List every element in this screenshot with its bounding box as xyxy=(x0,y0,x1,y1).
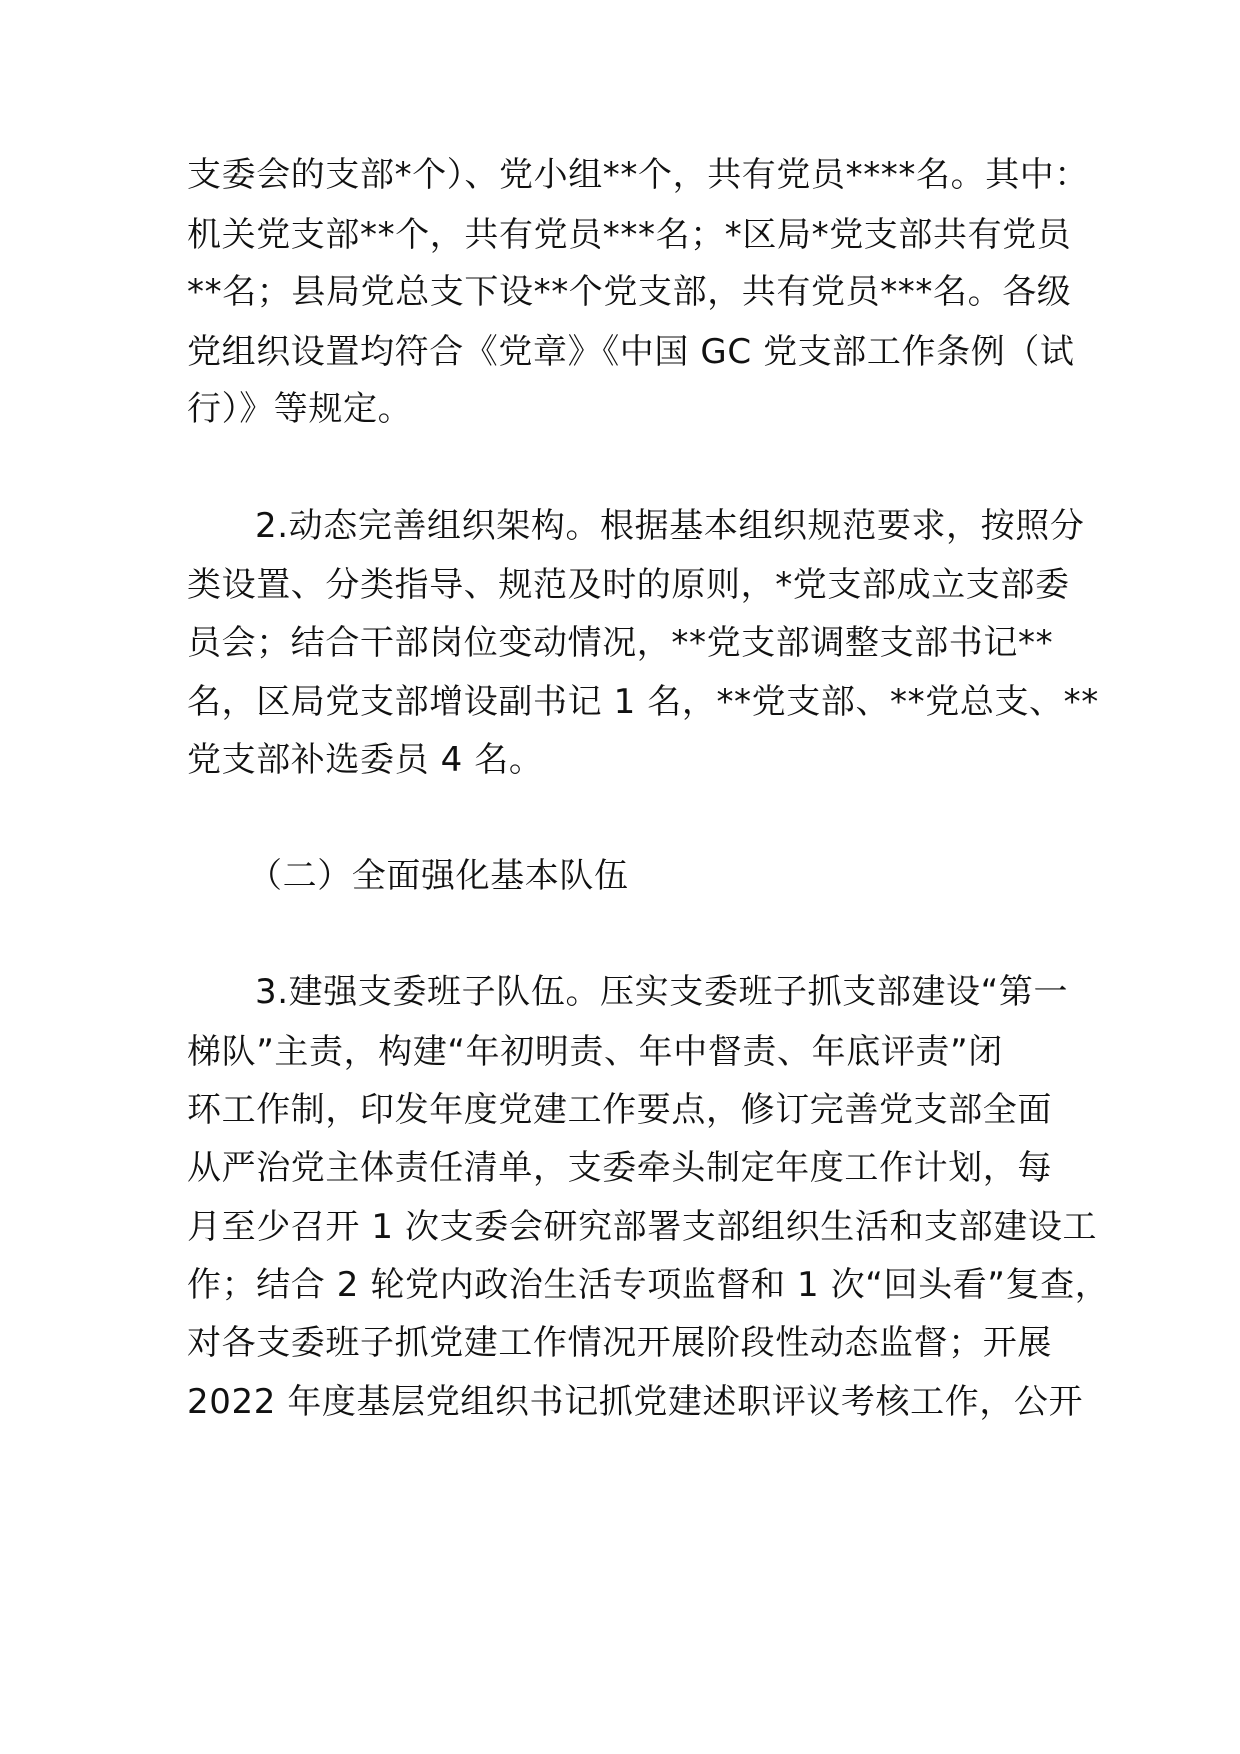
paragraph-line: 从严治党主体责任清单，支委牵头制定年度工作计划，每 xyxy=(187,1148,1052,1188)
paragraph-line: 对各支委班子抓党建工作情况开展阶段性动态监督；开展 xyxy=(187,1323,1052,1363)
paragraph-line: 行）》等规定。 xyxy=(187,389,413,429)
paragraph-line: 月至少召开 1 次支委会研究部署支部组织生活和支部建设工 xyxy=(187,1207,1098,1247)
paragraph-line: 2022 年度基层党组织书记抓党建述职评议考核工作，公开 xyxy=(187,1382,1084,1422)
paragraph-line: 支委会的支部*个）、党小组**个，共有党员****名。其中： xyxy=(187,155,1089,195)
paragraph-line: 作；结合 2 轮党内政治生活专项监督和 1 次“回头看”复查， xyxy=(187,1265,1110,1305)
paragraph-line: 类设置、分类指导、规范及时的原则，*党支部成立支部委 xyxy=(187,565,1070,605)
paragraph-line: 党支部补选委员 4 名。 xyxy=(187,740,544,780)
paragraph-line: 机关党支部**个，共有党员***名；*区局*党支部共有党员 xyxy=(187,215,1072,255)
paragraph-line: 梯队”主责，构建“年初明责、年中督责、年底评责”闭 xyxy=(187,1032,1003,1072)
section-heading: （二）全面强化基本队伍 xyxy=(248,856,629,896)
paragraph-line: 名，区局党支部增设副书记 1 名，**党支部、**党总支、** xyxy=(187,682,1099,722)
paragraph-line: **名；县局党总支下设**个党支部，共有党员***名。各级 xyxy=(187,272,1072,312)
paragraph-line: 环工作制，印发年度党建工作要点，修订完善党支部全面 xyxy=(187,1090,1052,1130)
paragraph-first-line: 2.动态完善组织架构。根据基本组织规范要求，按照分 xyxy=(255,506,1085,546)
paragraph-line: 党组织设置均符合《党章》《中国 GC 党支部工作条例（试 xyxy=(187,332,1075,372)
paragraph-line: 员会；结合干部岗位变动情况，**党支部调整支部书记** xyxy=(187,623,1054,663)
paragraph-first-line: 3.建强支委班子队伍。压实支委班子抓支部建设“第一 xyxy=(255,972,1069,1012)
